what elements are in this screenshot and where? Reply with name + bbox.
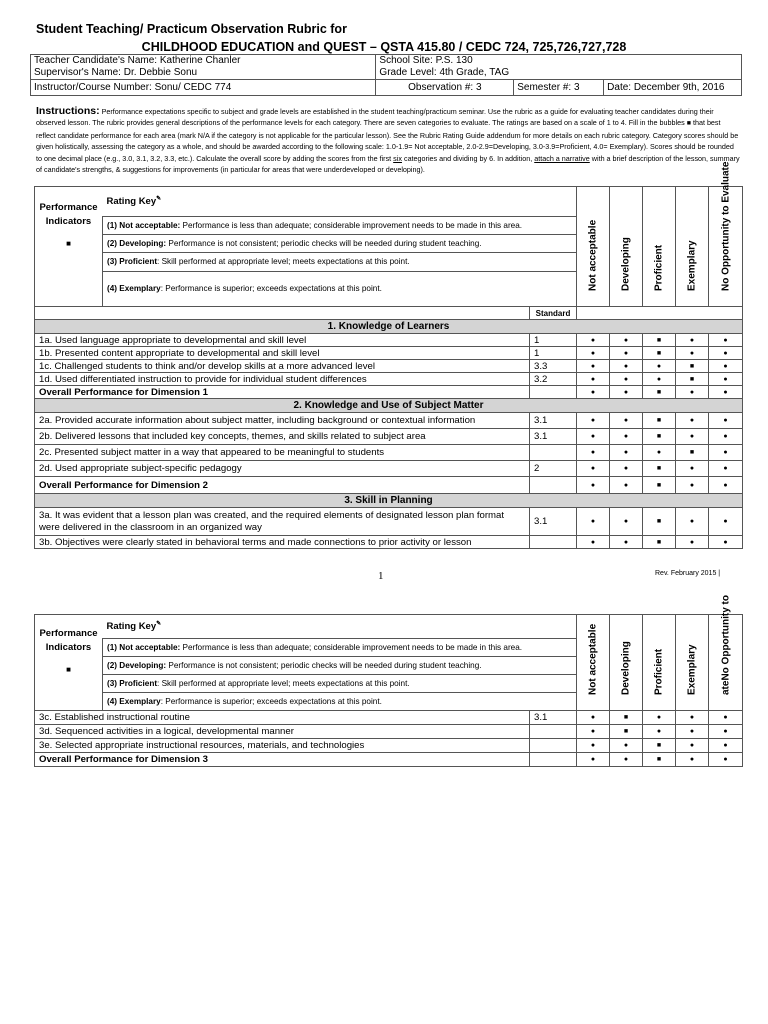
table-row: 3c. Established instructional routine 3.1 ● ■ ● ● ● bbox=[35, 711, 743, 725]
table-row: 1b. Presented content appropriate to developmental and skill level 1 ● ● ■ ● ● bbox=[35, 347, 743, 360]
school-site: School Site: P.S. 130 bbox=[376, 55, 742, 68]
table-row: 2d. Used appropriate subject-specific pedagogy 2 ● ● ■ ● ● bbox=[35, 461, 743, 477]
rating-bubble[interactable]: ● bbox=[577, 347, 610, 360]
rating-key-1: (1) Not acceptable: Performance is less than adequate; considerable improvement needs to be made in this area. bbox=[103, 639, 577, 657]
page-number: 1 bbox=[378, 570, 384, 582]
rating-bubble[interactable]: ● bbox=[577, 461, 610, 477]
table-row: 3b. Objectives were clearly stated in behavioral terms and made connections to prior activity or lesson ● ● ■ ● ● bbox=[35, 536, 743, 549]
rating-bubble[interactable]: ● bbox=[643, 373, 676, 386]
rating-bubble[interactable]: ■ bbox=[643, 347, 676, 360]
rating-bubble[interactable]: ● bbox=[709, 334, 743, 347]
rating-bubble[interactable]: ■ bbox=[676, 360, 709, 373]
rating-bubble[interactable]: ● bbox=[709, 373, 743, 386]
rating-bubble[interactable]: ● bbox=[676, 429, 709, 445]
rating-bubble[interactable]: ● bbox=[610, 386, 643, 399]
rating-bubble[interactable]: ● bbox=[610, 477, 643, 494]
rating-bubble[interactable]: ● bbox=[577, 334, 610, 347]
rating-bubble[interactable]: ● bbox=[676, 413, 709, 429]
dimension-1-title: 1. Knowledge of Learners bbox=[35, 320, 743, 334]
performance-indicators-header: Performance Indicators ■ bbox=[35, 187, 103, 307]
rating-bubble[interactable]: ● bbox=[676, 753, 709, 767]
table-row: 1c. Challenged students to think and/or develop skills at a more advanced level 3.3 ● ● ● ■ ● bbox=[35, 360, 743, 373]
rating-bubble[interactable]: ● bbox=[676, 386, 709, 399]
rating-bubble[interactable]: ● bbox=[610, 753, 643, 767]
rating-bubble[interactable]: ● bbox=[709, 725, 743, 739]
rating-bubble[interactable]: ■ bbox=[643, 739, 676, 753]
col-exemplary: Exemplary bbox=[676, 187, 709, 307]
instructor-course: Instructor/Course Number: Sonu/ CEDC 774 bbox=[31, 80, 376, 96]
rating-bubble[interactable]: ● bbox=[709, 461, 743, 477]
col-developing: Developing bbox=[610, 615, 643, 711]
candidate-name: Teacher Candidate's Name: Katherine Chanler bbox=[31, 55, 376, 68]
rating-bubble[interactable]: ● bbox=[676, 739, 709, 753]
instructions bbox=[36, 106, 740, 175]
revision-note: Rev. February 2015 | bbox=[655, 570, 721, 577]
rating-bubble[interactable]: ● bbox=[577, 508, 610, 536]
rating-key-header: Rating Key✎ bbox=[103, 615, 577, 639]
rating-bubble[interactable]: ● bbox=[676, 536, 709, 549]
col-not-acceptable: Not acceptable bbox=[577, 187, 610, 307]
bubble-icon: ■ bbox=[66, 239, 71, 248]
rating-bubble[interactable]: ● bbox=[676, 461, 709, 477]
table-row: 3a. It was evident that a lesson plan was created, and the required elements of designated lesson plan format were delivered in the classroom in an organized way 3.1 ● ● ■ ● ● bbox=[35, 508, 743, 536]
rating-bubble[interactable]: ● bbox=[709, 360, 743, 373]
bubble-icon: ■ bbox=[686, 120, 691, 128]
rating-bubble[interactable]: ● bbox=[676, 334, 709, 347]
rating-bubble[interactable]: ● bbox=[709, 413, 743, 429]
rating-bubble[interactable]: ● bbox=[676, 508, 709, 536]
dimension-3-title: 3. Skill in Planning bbox=[35, 494, 743, 508]
rating-bubble[interactable]: ● bbox=[709, 429, 743, 445]
rating-bubble[interactable]: ● bbox=[709, 536, 743, 549]
table-row: Overall Performance for Dimension 1 ● ● ■ ● ● bbox=[35, 386, 743, 399]
instructions-text-2: that best reflect candidate performance for each area (mark N/A if the category is not applicable for the particular lesson). See the Rubric Rating Guide addendum for more details on each rubric category. Category scores should be given holistically, assessing the category as a whole, and should be awarded according to the following scale: 1.0-1.9= Not acceptable, 2.0-2.9=Developing, 3.0-3.9=Proficient, 4.0= Exemplary). Scores should be rounded to one decimal place (e.g., 3.0, 3.1, 3.2, 3.3, etc.). Calculate the overall score by adding the scores from the first bbox=[36, 118, 739, 163]
rating-key-header: Rating Key✎ bbox=[103, 187, 577, 217]
rating-bubble[interactable]: ■ bbox=[643, 334, 676, 347]
rating-key-2: (2) Developing: Performance is not consistent; periodic checks will be needed during student teaching. bbox=[103, 657, 577, 675]
dimension-2-title: 2. Knowledge and Use of Subject Matter bbox=[35, 399, 743, 413]
rating-bubble[interactable]: ● bbox=[577, 413, 610, 429]
rating-bubble[interactable]: ● bbox=[610, 413, 643, 429]
document-subtitle: CHILDHOOD EDUCATION and QUEST – QSTA 415.80 / CEDC 724, 725,726,727,728 bbox=[141, 40, 627, 54]
observation-date: Date: December 9th, 2016 bbox=[604, 80, 742, 96]
rating-bubble[interactable]: ● bbox=[577, 536, 610, 549]
rating-key-1: (1) Not acceptable: Performance is less than adequate; considerable improvement needs to be made in this area. bbox=[103, 217, 577, 235]
candidate-info-table bbox=[30, 54, 742, 96]
rating-bubble[interactable]: ■ bbox=[610, 725, 643, 739]
rating-bubble[interactable]: ● bbox=[577, 753, 610, 767]
rating-key-34: (3) Proficient: Skill performed at appropriate level; meets expectations at this point. (4) Exemplary: Performance is superior; exceeds expectations at this point. bbox=[103, 675, 577, 711]
rating-bubble[interactable]: ● bbox=[610, 347, 643, 360]
rating-key-34: (3) Proficient: Skill performed at appropriate level; meets expectations at this point. (4) Exemplary: Performance is superior; exceeds expectations at this point. bbox=[103, 253, 577, 307]
rating-bubble[interactable]: ● bbox=[643, 360, 676, 373]
rating-bubble[interactable]: ● bbox=[610, 739, 643, 753]
instructions-text-1: Performance expectations specific to subject and grade levels are established in the student teaching/practicum seminar. Use the rubric as a guide for evaluating teacher candidates during their observed lesson. The rubric provides general descriptions of the performance levels for each category. There are seven categories to evaluate. The ratings are based on a scale of 1 to 4. Fill in the bubbles bbox=[36, 107, 714, 128]
rating-bubble[interactable]: ● bbox=[577, 711, 610, 725]
rating-bubble[interactable]: ● bbox=[643, 725, 676, 739]
document-title: Student Teaching/ Practicum Observation Rubric for bbox=[36, 22, 347, 36]
rating-bubble[interactable]: ● bbox=[610, 373, 643, 386]
instructions-text-3: categories and dividing by 6. In addition, bbox=[403, 153, 533, 163]
bubble-icon: ■ bbox=[66, 665, 71, 674]
col-proficient: Proficient bbox=[643, 187, 676, 307]
col-developing: Developing bbox=[610, 187, 643, 307]
pencil-icon: ✎ bbox=[156, 196, 162, 203]
rating-bubble[interactable]: ● bbox=[577, 386, 610, 399]
instructions-lead: Instructions: bbox=[36, 105, 100, 117]
instructions-six: six bbox=[393, 153, 402, 163]
rating-bubble[interactable]: ● bbox=[610, 429, 643, 445]
rating-bubble[interactable]: ■ bbox=[676, 373, 709, 386]
col-exemplary: Exemplary bbox=[676, 615, 709, 711]
rating-bubble[interactable]: ■ bbox=[643, 477, 676, 494]
rating-bubble[interactable]: ● bbox=[709, 347, 743, 360]
rating-bubble[interactable]: ● bbox=[709, 445, 743, 461]
instructions-text-4: with a brief description of the lesson, summary of candidate's strengths, & suggestions for improvements (in particular for areas that were underdeveloped or developing). bbox=[36, 153, 740, 175]
table-row: Overall Performance for Dimension 2 ● ● ■ ● ● bbox=[35, 477, 743, 494]
rating-bubble[interactable]: ● bbox=[709, 508, 743, 536]
rating-bubble[interactable]: ● bbox=[577, 739, 610, 753]
rating-bubble[interactable]: ● bbox=[610, 360, 643, 373]
rating-bubble[interactable]: ■ bbox=[610, 711, 643, 725]
rating-bubble[interactable]: ● bbox=[610, 445, 643, 461]
rating-bubble[interactable]: ● bbox=[577, 373, 610, 386]
rating-bubble[interactable]: ● bbox=[577, 445, 610, 461]
observation-number: Observation #: 3 bbox=[376, 80, 514, 96]
rating-bubble[interactable]: ● bbox=[610, 461, 643, 477]
rubric-table-page2 bbox=[34, 595, 743, 767]
rating-bubble[interactable]: ■ bbox=[643, 386, 676, 399]
col-not-acceptable: Not acceptable bbox=[577, 615, 610, 711]
rating-bubble[interactable]: ● bbox=[676, 725, 709, 739]
rating-bubble[interactable]: ● bbox=[709, 386, 743, 399]
rating-bubble[interactable]: ● bbox=[643, 711, 676, 725]
rating-bubble[interactable]: ● bbox=[709, 711, 743, 725]
table-row: 3d. Sequenced activities in a logical, developmental manner ● ■ ● ● ● bbox=[35, 725, 743, 739]
rating-bubble[interactable]: ● bbox=[610, 508, 643, 536]
rating-bubble[interactable]: ■ bbox=[643, 753, 676, 767]
rating-bubble[interactable]: ● bbox=[709, 739, 743, 753]
rating-bubble[interactable]: ■ bbox=[643, 536, 676, 549]
rating-bubble[interactable]: ● bbox=[643, 445, 676, 461]
col-no-opportunity: ateNo Opportunity to bbox=[709, 615, 743, 711]
table-row: 3e. Selected appropriate instructional resources, materials, and technologies ● ● ■ ● ● bbox=[35, 739, 743, 753]
semester-number: Semester #: 3 bbox=[514, 80, 604, 96]
rating-bubble[interactable]: ■ bbox=[643, 508, 676, 536]
pencil-icon: ✎ bbox=[156, 621, 162, 628]
rating-bubble[interactable]: ● bbox=[676, 477, 709, 494]
rating-bubble[interactable]: ● bbox=[610, 536, 643, 549]
rating-bubble[interactable]: ● bbox=[577, 429, 610, 445]
col-no-opportunity: No Opportunity to Evaluate bbox=[709, 187, 743, 307]
col-proficient: Proficient bbox=[643, 615, 676, 711]
rating-bubble[interactable]: ● bbox=[676, 711, 709, 725]
rating-bubble[interactable]: ● bbox=[709, 753, 743, 767]
rating-bubble[interactable]: ● bbox=[577, 477, 610, 494]
rating-bubble[interactable]: ● bbox=[577, 360, 610, 373]
rating-key-2: (2) Developing: Performance is not consistent; periodic checks will be needed during student teaching. bbox=[103, 235, 577, 253]
table-row: 1d. Used differentiated instruction to provide for individual student differences 3.2 ● ● ● ■ ● bbox=[35, 373, 743, 386]
table-row: Overall Performance for Dimension 3 ● ● ■ ● ● bbox=[35, 753, 743, 767]
rating-bubble[interactable]: ■ bbox=[676, 445, 709, 461]
rating-bubble[interactable]: ■ bbox=[643, 413, 676, 429]
rating-bubble[interactable]: ● bbox=[709, 477, 743, 494]
rating-bubble[interactable]: ● bbox=[610, 334, 643, 347]
table-row: 1a. Used language appropriate to developmental and skill level 1 ● ● ■ ● ● bbox=[35, 334, 743, 347]
rating-bubble[interactable]: ■ bbox=[643, 461, 676, 477]
grade-level: Grade Level: 4th Grade, TAG bbox=[376, 67, 742, 80]
supervisor-name: Supervisor's Name: Dr. Debbie Sonu bbox=[31, 67, 376, 80]
standard-header: Standard bbox=[530, 307, 577, 320]
rating-bubble[interactable]: ■ bbox=[643, 429, 676, 445]
table-row: 2b. Delivered lessons that included key concepts, themes, and skills related to subject area 3.1 ● ● ■ ● ● bbox=[35, 429, 743, 445]
performance-indicators-header: Performance Indicators ■ bbox=[35, 615, 103, 711]
rating-bubble[interactable]: ● bbox=[676, 347, 709, 360]
rating-bubble[interactable]: ● bbox=[577, 725, 610, 739]
table-row: 2c. Presented subject matter in a way that appeared to be meaningful to students ● ● ● ■ ● bbox=[35, 445, 743, 461]
table-row: 2a. Provided accurate information about subject matter, including background or contextual information 3.1 ● ● ■ ● ● bbox=[35, 413, 743, 429]
instructions-attach: attach a narrative bbox=[534, 153, 590, 163]
